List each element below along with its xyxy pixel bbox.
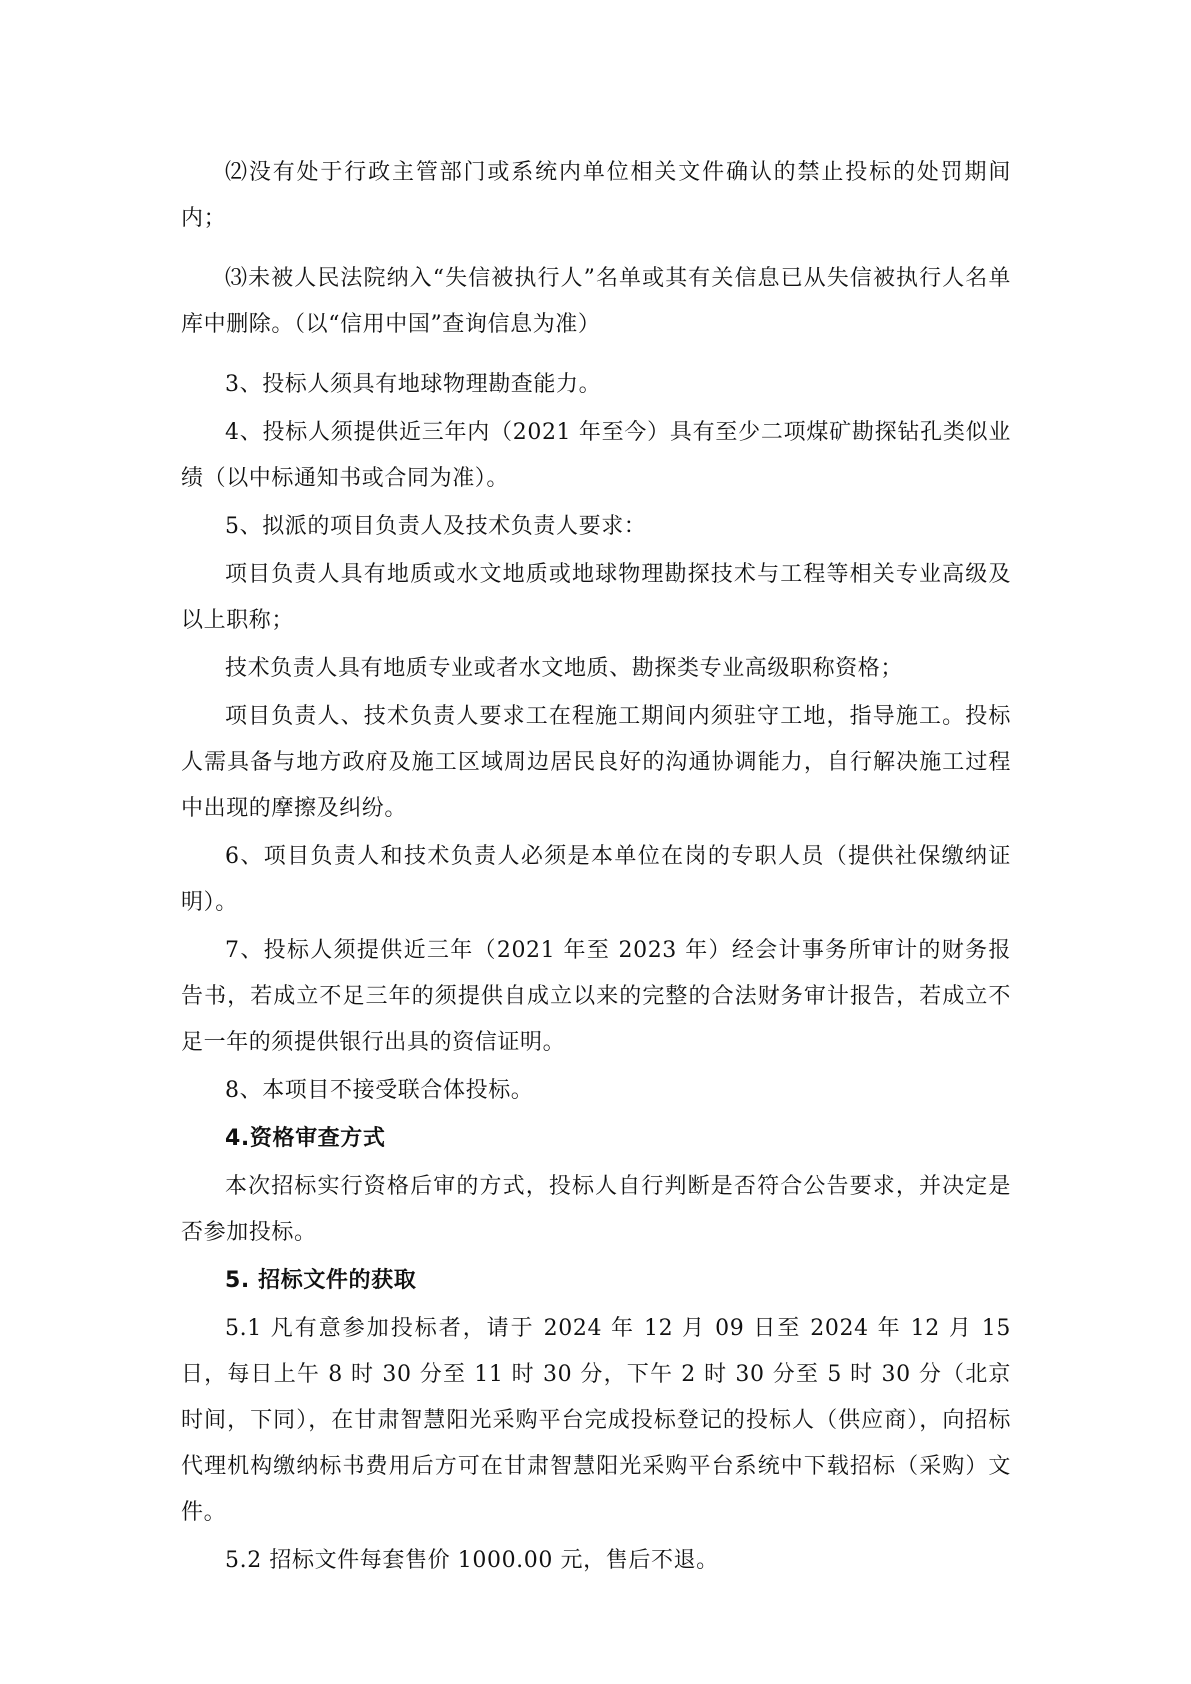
paragraph-3-not-dishonest: ⑶未被人民法院纳入“失信被执行人”名单或其有关信息已从失信被执行人名单库中删除。（以“信用中国”查询信息为准）: [181, 266, 1011, 337]
section-5-1: 5.1 凡有意参加投标者，请于 2024 年 12 月 09 日至 2024 年 12 月 15 日，每日上午 8 时 30 分至 11 时 30 分，下午 2 时 30 分至 5 时 30 分（北京时间，下同），在甘肃智慧阳光采购平台完成投标登记的投标人（供应商），向招标代理机构缴纳标书费用后方可在甘肃智慧阳光采购平台系统中下载招标（采购）文件。: [181, 1316, 1011, 1525]
paragraph-onsite: 项目负责人、技术负责人要求工在程施工期间内须驻守工地，指导施工。投标人需具备与地方政府及施工区域周边居民良好的沟通协调能力，自行解决施工过程中出现的摩擦及纠纷。: [181, 704, 1011, 821]
section-5-heading: 5. 招标文件的获取: [225, 1268, 417, 1293]
paragraph-req-8: 8、本项目不接受联合体投标。: [225, 1078, 534, 1103]
section-4-heading: 4.资格审查方式: [225, 1126, 386, 1151]
section-4-body: 本次招标实行资格后审的方式，投标人自行判断是否符合公告要求，并决定是否参加投标。: [181, 1174, 1011, 1245]
paragraph-technical-lead: 技术负责人具有地质专业或者水文地质、勘探类专业高级职称资格；: [225, 656, 904, 681]
paragraph-req-4: 4、投标人须提供近三年内（2021 年至今）具有至少二项煤矿勘探钻孔类似业绩（以中标通知书或合同为准）。: [181, 420, 1011, 491]
paragraph-req-3: 3、投标人须具有地球物理勘查能力。: [225, 372, 602, 397]
paragraph-req-6: 6、项目负责人和技术负责人必须是本单位在岗的专职人员（提供社保缴纳证明）。: [181, 844, 1011, 915]
paragraph-req-7: 7、投标人须提供近三年（2021 年至 2023 年）经会计事务所审计的财务报告书，若成立不足三年的须提供自成立以来的完整的合法财务审计报告，若成立不足一年的须提供银行出具的资信证明。: [181, 938, 1011, 1055]
paragraph-2-no-penalty: ⑵没有处于行政主管部门或系统内单位相关文件确认的禁止投标的处罚期间内；: [181, 160, 1011, 231]
paragraph-project-manager: 项目负责人具有地质或水文地质或地球物理勘探技术与工程等相关专业高级及以上职称；: [181, 562, 1011, 633]
document-body: [181, 150, 1011, 1586]
paragraph-req-5: 5、拟派的项目负责人及技术负责人要求：: [225, 514, 647, 539]
section-5-2: 5.2 招标文件每套售价 1000.00 元，售后不退。: [225, 1548, 719, 1573]
